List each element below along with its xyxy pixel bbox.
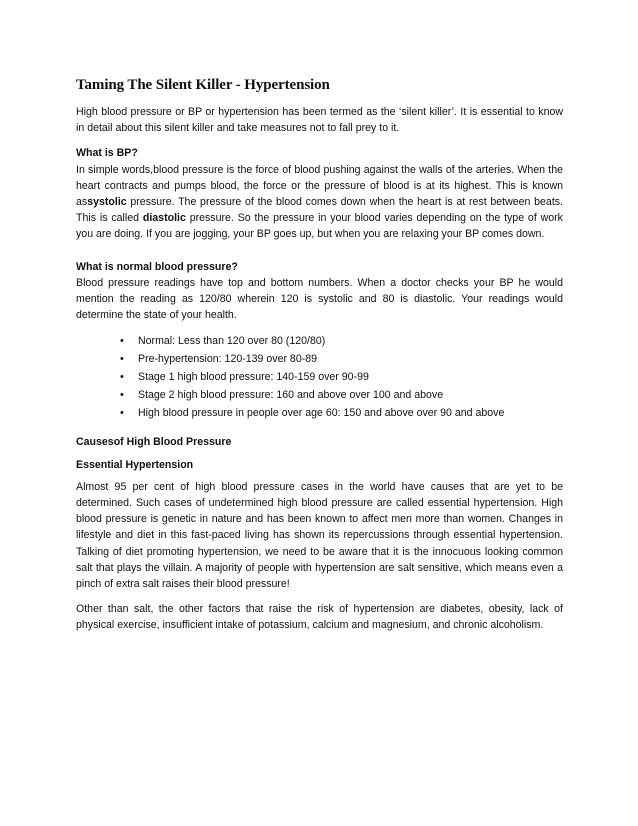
causes-heading: Causesof High Blood Pressure xyxy=(76,436,232,449)
term-systolic: systolic xyxy=(87,196,127,209)
document-title: Taming The Silent Killer - Hypertension xyxy=(76,77,330,93)
intro-paragraph: High blood pressure or BP or hypertension has been termed as the ‘silent killer’. It is essential to know in detail about this silent killer and take measures not to fall prey to it. xyxy=(76,106,563,135)
document-content xyxy=(76,74,563,634)
causes-paragraph-1: Almost 95 per cent of high blood pressure cases in the world have causes that are yet to be determined. Such cases of undetermined high blood pressure are called essential hypertension. High blood pressure is genetic in nature and has been known to affect men more than women. Changes in lifestyle and diet in this fast-paced living has shown its repercussions through essential hypertension. Talking of diet promoting hypertension, we need to be aware that it is the innocuous looking common salt that plays the villain. A majority of people with hypertension are salt sensitive, which means even a pinch of extra salt raises their blood pressure! xyxy=(76,480,563,591)
causes-paragraph-2: Other than salt, the other factors that raise the risk of hypertension are diabetes, obesity, lack of physical exercise, insufficient intake of potassium, calcium and magnesium, and chronic alcoholism. xyxy=(76,603,563,632)
bp-text-part-1: In simple words,blood pressure is the force of blood pushing against the walls of the arteries. When the heart contracts and pumps blood, the force or the pressure of blood is at its highest. This is known as xyxy=(76,163,563,209)
bp-ranges-list xyxy=(76,332,563,422)
list-item-text: High blood pressure in people over age 60: 150 and above over 90 and above xyxy=(138,407,505,420)
bullet-icon: • xyxy=(120,407,124,420)
bullet-icon: • xyxy=(120,389,124,402)
bp-text-part-3: pressure. So the pressure in your blood varies depending on the type of work you are doing. If you are jogging, your BP goes up, but when you are relaxing your BP comes down. xyxy=(76,212,563,241)
term-diastolic: diastolic xyxy=(142,212,186,225)
list-item xyxy=(120,350,563,368)
bp-text-part-2: pressure. The pressure of the blood comes down when the heart is at rest between beats. This is called xyxy=(76,196,563,225)
normal-bp-heading: What is normal blood pressure? xyxy=(76,260,238,273)
essential-hypertension-heading: Essential Hypertension xyxy=(76,458,194,471)
bullet-icon: • xyxy=(120,371,124,384)
bullet-icon: • xyxy=(120,353,124,366)
what-is-bp-paragraph xyxy=(76,162,563,243)
list-item xyxy=(120,332,563,350)
list-item-text: Stage 1 high blood pressure: 140-159 over 90-99 xyxy=(138,371,369,384)
bullet-icon: • xyxy=(120,335,124,348)
list-item-text: Stage 2 high blood pressure: 160 and above over 100 and above xyxy=(138,389,444,402)
list-item xyxy=(120,404,563,422)
list-item xyxy=(120,368,563,386)
normal-bp-paragraph: Blood pressure readings have top and bottom numbers. When a doctor checks your BP he would mention the reading as 120/80 wherein 120 is systolic and 80 is diastolic. Your readings would determine the state of your health. xyxy=(76,276,563,322)
what-is-bp-heading: What is BP? xyxy=(76,147,138,160)
list-item-text: Pre-hypertension: 120-139 over 80-89 xyxy=(138,353,318,366)
list-item xyxy=(120,386,563,404)
section-spacer xyxy=(76,243,563,259)
list-item-text: Normal: Less than 120 over 80 (120/80) xyxy=(138,335,326,348)
